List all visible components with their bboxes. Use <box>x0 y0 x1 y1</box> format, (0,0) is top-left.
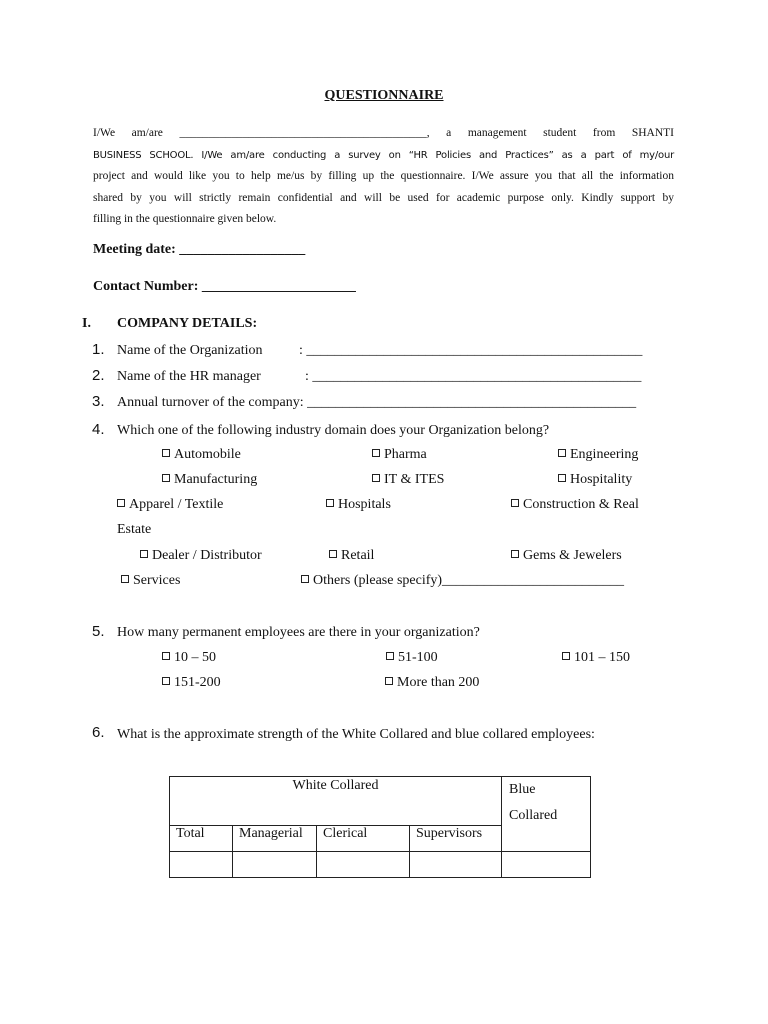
checkbox-icon[interactable] <box>162 449 170 457</box>
intro-paragraph <box>93 123 674 231</box>
option-services[interactable] <box>121 573 180 589</box>
checkbox-icon[interactable] <box>162 677 170 685</box>
total-input-cell[interactable] <box>170 852 233 878</box>
option-label: Manufacturing <box>174 472 258 487</box>
column-header-clerical: Clerical <box>317 826 410 852</box>
option-gems-jewelers[interactable] <box>511 548 622 564</box>
managerial-input-cell[interactable] <box>233 852 317 878</box>
column-header-managerial: Managerial <box>233 826 317 852</box>
section-heading: COMPANY DETAILS: <box>117 316 258 331</box>
checkbox-icon[interactable] <box>511 550 519 558</box>
checkbox-icon[interactable] <box>385 677 393 685</box>
option-label: Hospitals <box>338 497 391 512</box>
section-numeral: I. <box>82 316 91 331</box>
checkbox-icon[interactable] <box>140 550 148 558</box>
option-label: 51-100 <box>398 650 438 665</box>
supervisors-input-cell[interactable] <box>410 852 502 878</box>
checkbox-icon[interactable] <box>117 499 125 507</box>
option-hospitals[interactable] <box>326 497 391 513</box>
blue-collared-input-cell[interactable] <box>502 852 591 878</box>
option-manufacturing[interactable] <box>162 472 257 488</box>
option-automobile[interactable] <box>162 447 241 463</box>
option-others[interactable] <box>301 573 624 589</box>
option-10-50[interactable] <box>162 650 216 666</box>
checkbox-icon[interactable] <box>372 474 380 482</box>
option-label: Hospitality <box>570 472 633 487</box>
blue-collared-line-2: Collared <box>509 808 558 823</box>
hr-manager-name-field[interactable]: : _______________________________________________ <box>305 369 642 384</box>
question-number-1: 1. <box>92 341 105 358</box>
option-101-150[interactable] <box>562 650 630 666</box>
option-151-200[interactable] <box>162 675 221 691</box>
checkbox-icon[interactable] <box>121 575 129 583</box>
option-label: Apparel / Textile <box>129 497 224 512</box>
question-number-4: 4. <box>92 421 105 438</box>
intro-line-5: filling in the questionnaire given below. <box>93 213 277 225</box>
question-6-text: What is the approximate strength of the White Collared and blue collared employees: <box>117 727 595 742</box>
option-label: Retail <box>341 548 375 563</box>
question-4-text: Which one of the following industry domain does your Organization belong? <box>117 423 550 438</box>
option-label: Automobile <box>174 447 241 462</box>
intro-line-3: project and would like you to help me/us by filling up the questionnaire. I/We assure you that all the information <box>93 170 674 182</box>
annual-turnover-field[interactable]: Annual turnover of the company: _______________________________________________ <box>117 395 637 410</box>
intro-line-4: shared by you will strictly remain confidential and will be used for academic purpose only. Kindly support by <box>93 191 674 204</box>
question-number-6: 6. <box>92 724 105 741</box>
contact-number-field[interactable]: Contact Number: ______________________ <box>93 279 356 294</box>
option-label: Gems & Jewelers <box>523 548 622 563</box>
checkbox-icon[interactable] <box>558 474 566 482</box>
blue-collared-line-1: Blue <box>509 782 536 797</box>
option-label: Services <box>133 573 181 588</box>
option-label: More than 200 <box>397 675 480 690</box>
option-label: 10 – 50 <box>174 650 216 665</box>
checkbox-icon[interactable] <box>372 449 380 457</box>
blue-collared-header <box>502 777 591 852</box>
option-hospitality[interactable] <box>558 472 632 488</box>
checkbox-icon[interactable] <box>558 449 566 457</box>
option-wrap-estate: Estate <box>117 522 152 537</box>
option-51-100[interactable] <box>386 650 438 666</box>
option-label: Pharma <box>384 447 427 462</box>
option-dealer-distributor[interactable] <box>140 548 262 564</box>
option-more-than-200[interactable] <box>385 675 479 691</box>
meeting-date-field[interactable]: Meeting date: __________________ <box>93 242 306 257</box>
option-construction-real-estate[interactable] <box>511 497 639 513</box>
option-label: Others (please specify)__________________________ <box>313 573 625 588</box>
intro-line-1: I/We am/are ___________________________________________, a management student from SHANTI <box>93 127 674 139</box>
employee-strength-table <box>169 776 591 878</box>
option-label: 151-200 <box>174 675 221 690</box>
question-2-label: Name of the HR manager <box>117 369 261 384</box>
option-engineering[interactable] <box>558 447 638 463</box>
option-label: IT & ITES <box>384 472 445 487</box>
white-collared-header: White Collared <box>170 777 502 826</box>
question-5-text: How many permanent employees are there in your organization? <box>117 625 480 640</box>
question-1-label: Name of the Organization <box>117 343 263 358</box>
checkbox-icon[interactable] <box>386 652 394 660</box>
checkbox-icon[interactable] <box>329 550 337 558</box>
option-pharma[interactable] <box>372 447 427 463</box>
question-number-5: 5. <box>92 623 105 640</box>
checkbox-icon[interactable] <box>562 652 570 660</box>
organization-name-field[interactable]: : ________________________________________________ <box>299 343 643 358</box>
checkbox-icon[interactable] <box>162 474 170 482</box>
checkbox-icon[interactable] <box>162 652 170 660</box>
option-label: Construction & Real <box>523 497 639 512</box>
option-retail[interactable] <box>329 548 374 564</box>
page-title: QUESTIONNAIRE <box>324 88 444 103</box>
checkbox-icon[interactable] <box>301 575 309 583</box>
option-it-ites[interactable] <box>372 472 444 488</box>
intro-line-2: BUSINESS SCHOOL. I/We am/are conducting a survey on “HR Policies and Practices” as a part of my/our <box>93 149 674 161</box>
question-number-2: 2. <box>92 367 105 384</box>
option-apparel-textile[interactable] <box>117 497 223 513</box>
clerical-input-cell[interactable] <box>317 852 410 878</box>
checkbox-icon[interactable] <box>326 499 334 507</box>
column-header-total: Total <box>170 826 233 852</box>
option-label: 101 – 150 <box>574 650 630 665</box>
checkbox-icon[interactable] <box>511 499 519 507</box>
option-label: Engineering <box>570 447 639 462</box>
question-number-3: 3. <box>92 393 105 410</box>
column-header-supervisors: Supervisors <box>410 826 502 852</box>
option-label: Dealer / Distributor <box>152 548 262 563</box>
